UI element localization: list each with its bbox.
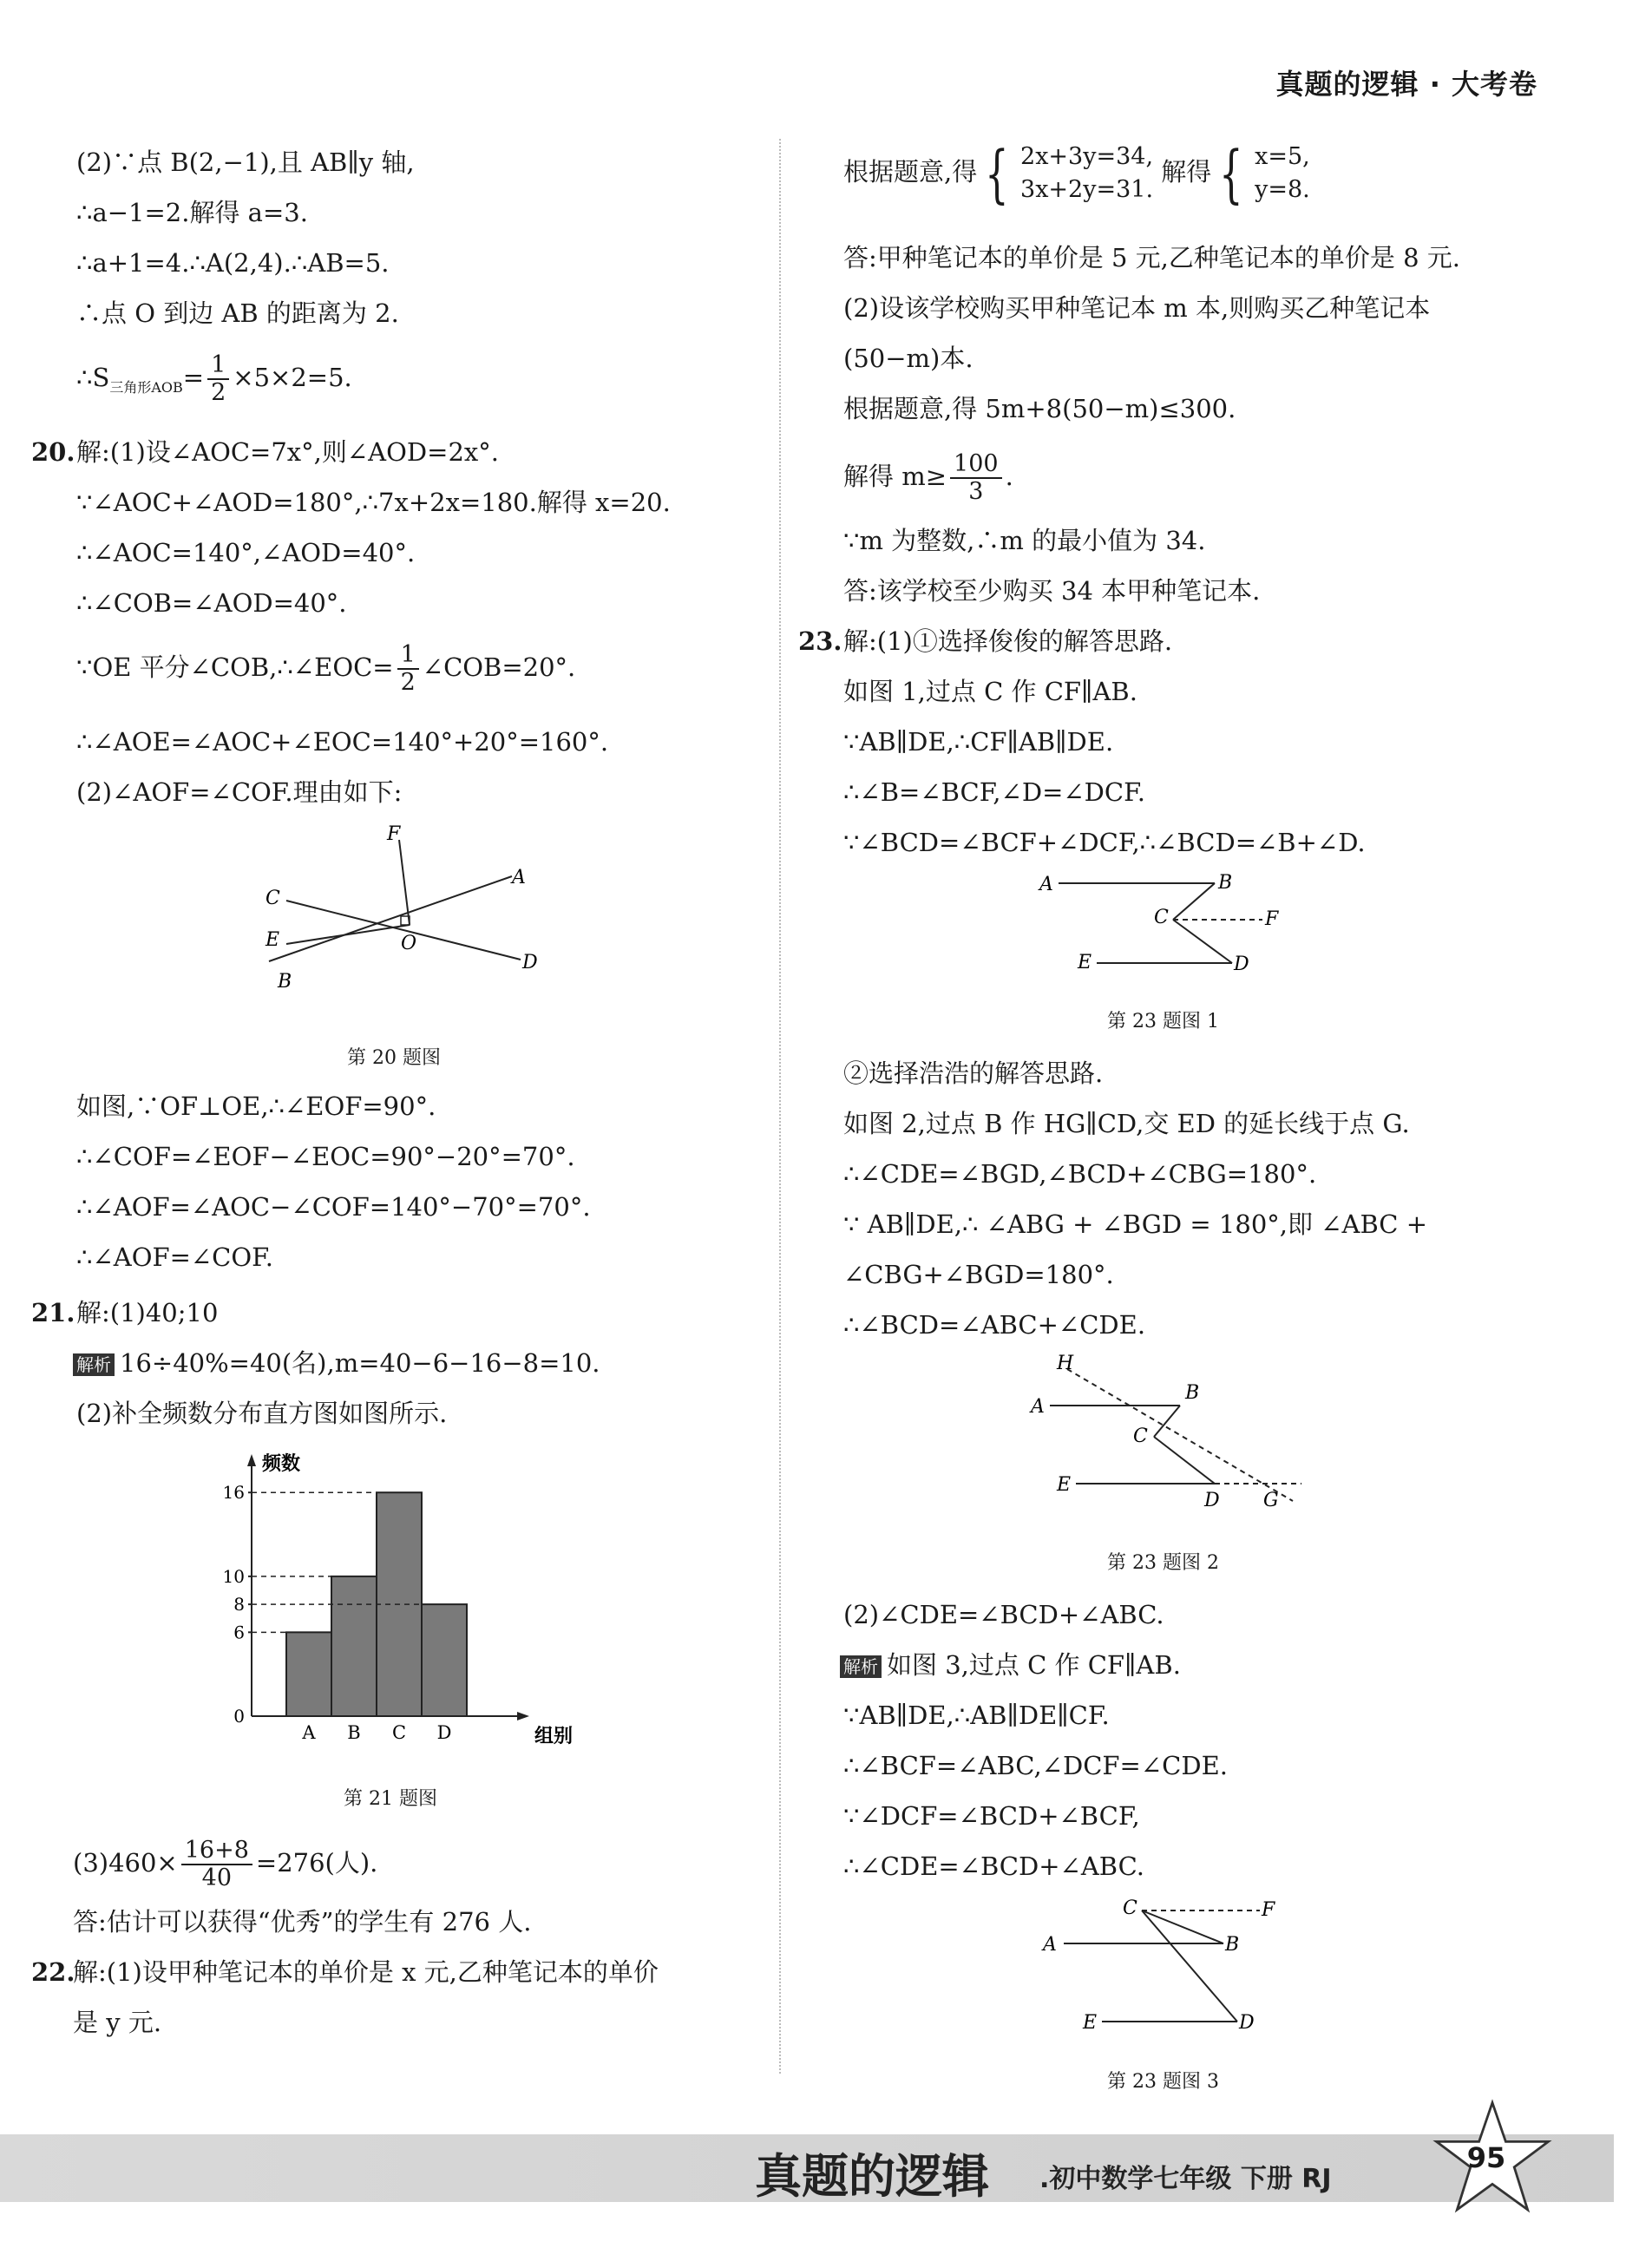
column-divider — [779, 139, 781, 2074]
q21-line: (2)补全频数分布直方图如图所示. — [76, 1399, 448, 1428]
q21-line: 解:(1)40;10 — [76, 1298, 219, 1327]
q22-line: 是 y 元. — [73, 2008, 162, 2037]
y-axis-arrow — [247, 1454, 256, 1466]
q20-line: 解:(1)设∠AOC=7x°,则∠AOD=2x°. — [76, 437, 499, 467]
y-tick-label: 0 — [233, 1706, 245, 1727]
q23-line: (2)∠CDE=∠BCD+∠ABC. — [843, 1600, 1164, 1629]
q20-line: ∴∠COF=∠EOF−∠EOC=90°−20°=70°. — [76, 1142, 575, 1171]
svg-text:B: B — [1185, 1382, 1200, 1404]
q20-line: ∴∠AOC=140°,∠AOD=40°. — [76, 538, 416, 567]
r-line: ∵m 为整数,∴m 的最小值为 34. — [843, 526, 1206, 555]
q22-line: 解:(1)设甲种笔记本的单价是 x 元,乙种笔记本的单价 — [73, 1957, 659, 1987]
label-A: A — [512, 867, 526, 888]
svg-text:C: C — [1133, 1425, 1148, 1447]
fig23-3-caption: 第 23 题图 3 — [1107, 2071, 1219, 2093]
svg-text:C: C — [1154, 907, 1169, 928]
q20-number: 20. — [31, 437, 75, 467]
q23-line: ∴∠BCD=∠ABC+∠CDE. — [843, 1310, 1146, 1340]
svg-text:D: D — [1234, 954, 1249, 975]
fig20-caption: 第 20 题图 — [347, 1047, 441, 1069]
q23-line: 如图 2,过点 B 作 HG∥CD,交 ED 的延长线于点 G. — [843, 1109, 1410, 1138]
svg-text:G: G — [1263, 1490, 1279, 1511]
q23-line: ∵AB∥DE,∴AB∥DE∥CF. — [843, 1701, 1110, 1730]
figure-23-2 — [1024, 1353, 1319, 1527]
svg-text:E: E — [1083, 2012, 1098, 2034]
fig21-caption: 第 21 题图 — [344, 1788, 437, 1810]
x-tick-label: A — [302, 1722, 316, 1743]
svg-text:A: A — [1043, 1934, 1057, 1956]
header-title: 真题的逻辑 · 大考卷 — [1275, 68, 1537, 101]
bar — [286, 1632, 331, 1716]
q19-line: ∴a−1=2.解得 a=3. — [76, 198, 308, 227]
r-solve: 解得 m≥ $\frac{100}{3}$ . — [843, 450, 1013, 505]
q22-number: 22. — [31, 1957, 75, 1987]
fig23-1-caption: 第 23 题图 1 — [1107, 1011, 1219, 1032]
figure-23-1 — [1032, 868, 1293, 989]
r-line: 答:该学校至少购买 34 本甲种笔记本. — [843, 576, 1261, 606]
q23-line: 如图 1,过点 C 作 CF∥AB. — [843, 677, 1137, 706]
q23-line: ∠CBG+∠BGD=180°. — [843, 1260, 1114, 1289]
footer-title: 真题的逻辑 — [755, 2149, 989, 2204]
q23-line: 解:(1)①选择俊俊的解答思路. — [843, 626, 1173, 656]
r-line: (2)设该学校购买甲种笔记本 m 本,则购买乙种笔记本 — [843, 293, 1431, 323]
label-D: D — [522, 952, 538, 973]
label-C: C — [266, 888, 280, 909]
q20-line: ∴∠AOF=∠AOC−∠COF=140°−70°=70°. — [76, 1192, 591, 1222]
q20-line: ∴∠AOE=∠AOC+∠EOC=140°+20°=160°. — [76, 727, 609, 757]
x-tick-label: B — [347, 1722, 361, 1743]
y-tick-label: 10 — [222, 1565, 245, 1587]
q20-line: ∴∠AOF=∠COF. — [76, 1242, 273, 1272]
svg-text:E: E — [1078, 952, 1092, 973]
x-axis-label: 组别 — [534, 1725, 574, 1747]
q23-line: ∴∠B=∠BCF,∠D=∠DCF. — [843, 777, 1145, 807]
q20-line: (2)∠AOF=∠COF.理由如下: — [76, 777, 403, 807]
svg-text:F: F — [1265, 908, 1279, 930]
y-tick-label: 16 — [222, 1482, 245, 1504]
x-tick-label: D — [436, 1722, 452, 1743]
r-line: 答:甲种笔记本的单价是 5 元,乙种笔记本的单价是 8 元. — [843, 243, 1460, 272]
q23-line: ∴∠BCF=∠ABC,∠DCF=∠CDE. — [843, 1751, 1228, 1780]
y-tick-label: 6 — [233, 1622, 245, 1643]
q20-bisect: ∵OE 平分∠COB,∴∠EOC= $\frac{1}{2}$ ∠COB=20°. — [76, 641, 576, 696]
q20-line: 如图,∵OF⊥OE,∴∠EOF=90°. — [76, 1091, 436, 1121]
label-B: B — [278, 971, 292, 993]
q19-line: ∴a+1=4.∴A(2,4).∴AB=5. — [76, 248, 390, 278]
x-tick-label: C — [391, 1722, 407, 1743]
q19-line: ∴点 O 到边 AB 的距离为 2. — [76, 298, 399, 328]
q21-answer: 答:估计可以获得“优秀”的学生有 276 人. — [73, 1907, 532, 1937]
q23-line: ∵ AB∥DE,∴ ∠ABG + ∠BGD = 180°,即 ∠ABC + — [843, 1209, 1428, 1239]
label-E: E — [266, 929, 280, 951]
q23-line: ②选择浩浩的解答思路. — [843, 1058, 1104, 1088]
y-axis-label: 频数 — [262, 1452, 301, 1475]
q21-number: 21. — [31, 1298, 75, 1327]
label-O: O — [401, 933, 417, 954]
q21-part3: (3)460× $\frac{16+8}{40}$ =276(人). — [73, 1837, 378, 1891]
label-F: F — [387, 823, 401, 845]
r-line: (50−m)本. — [843, 344, 974, 373]
svg-text:D: D — [1239, 2012, 1255, 2034]
svg-text:F: F — [1262, 1899, 1275, 1921]
q19-line: (2)∵点 B(2,−1),且 AB∥y 轴, — [76, 147, 415, 177]
q23-line: ∴∠CDE=∠BGD,∠BCD+∠CBG=180°. — [843, 1159, 1317, 1189]
analysis-tag: 解析 — [840, 1655, 882, 1678]
svg-text:C: C — [1123, 1897, 1137, 1919]
svg-text:H: H — [1057, 1353, 1074, 1374]
fig23-2-caption: 第 23 题图 2 — [1107, 1552, 1219, 1574]
svg-text:B: B — [1225, 1934, 1240, 1956]
svg-text:A: A — [1039, 874, 1053, 895]
r-line: 根据题意,得 5m+8(50−m)≤300. — [843, 394, 1236, 423]
svg-text:D: D — [1204, 1490, 1220, 1511]
svg-text:A: A — [1031, 1396, 1045, 1418]
footer-subtitle: .初中数学七年级 下册 RJ — [1039, 2164, 1332, 2194]
page-number: 95 — [1466, 2141, 1506, 2174]
bar — [422, 1604, 467, 1716]
q23-line: ∵∠DCF=∠BCD+∠BCF, — [843, 1801, 1140, 1831]
svg-text:E: E — [1057, 1474, 1072, 1496]
histogram-chart — [200, 1447, 590, 1760]
figure-23-3 — [1032, 1891, 1293, 2048]
equation-system: 根据题意,得 { 2x+3y=34, 3x+2y=31. 解得 { x=5, y=8. — [843, 137, 1310, 210]
q21-analysis: 解析 16÷40%=40(名),m=40−6−16−8=10. — [73, 1347, 600, 1380]
q20-line: ∴∠COB=∠AOD=40°. — [76, 588, 347, 618]
q23-number: 23. — [798, 626, 842, 656]
q20-line: ∵∠AOC+∠AOD=180°,∴7x+2x=180.解得 x=20. — [76, 488, 671, 517]
q19-area: $\therefore S_{三角形AOB}=$ $\frac{1}{2}$ ×5×2=5. — [76, 351, 352, 406]
q23-analysis: 解析 如图 3,过点 C 作 CF∥AB. — [840, 1648, 1181, 1681]
figure-20 — [252, 823, 564, 1013]
analysis-tag: 解析 — [73, 1353, 115, 1376]
y-tick-label: 8 — [233, 1594, 245, 1616]
q23-line: ∴∠CDE=∠BCD+∠ABC. — [843, 1851, 1145, 1881]
q23-line: ∵AB∥DE,∴CF∥AB∥DE. — [843, 727, 1114, 757]
x-axis-arrow — [517, 1712, 529, 1720]
svg-text:B: B — [1218, 872, 1233, 894]
ray-OE — [286, 925, 410, 944]
bar — [331, 1576, 377, 1716]
q23-line: ∵∠BCD=∠BCF+∠DCF,∴∠BCD=∠B+∠D. — [843, 828, 1366, 857]
